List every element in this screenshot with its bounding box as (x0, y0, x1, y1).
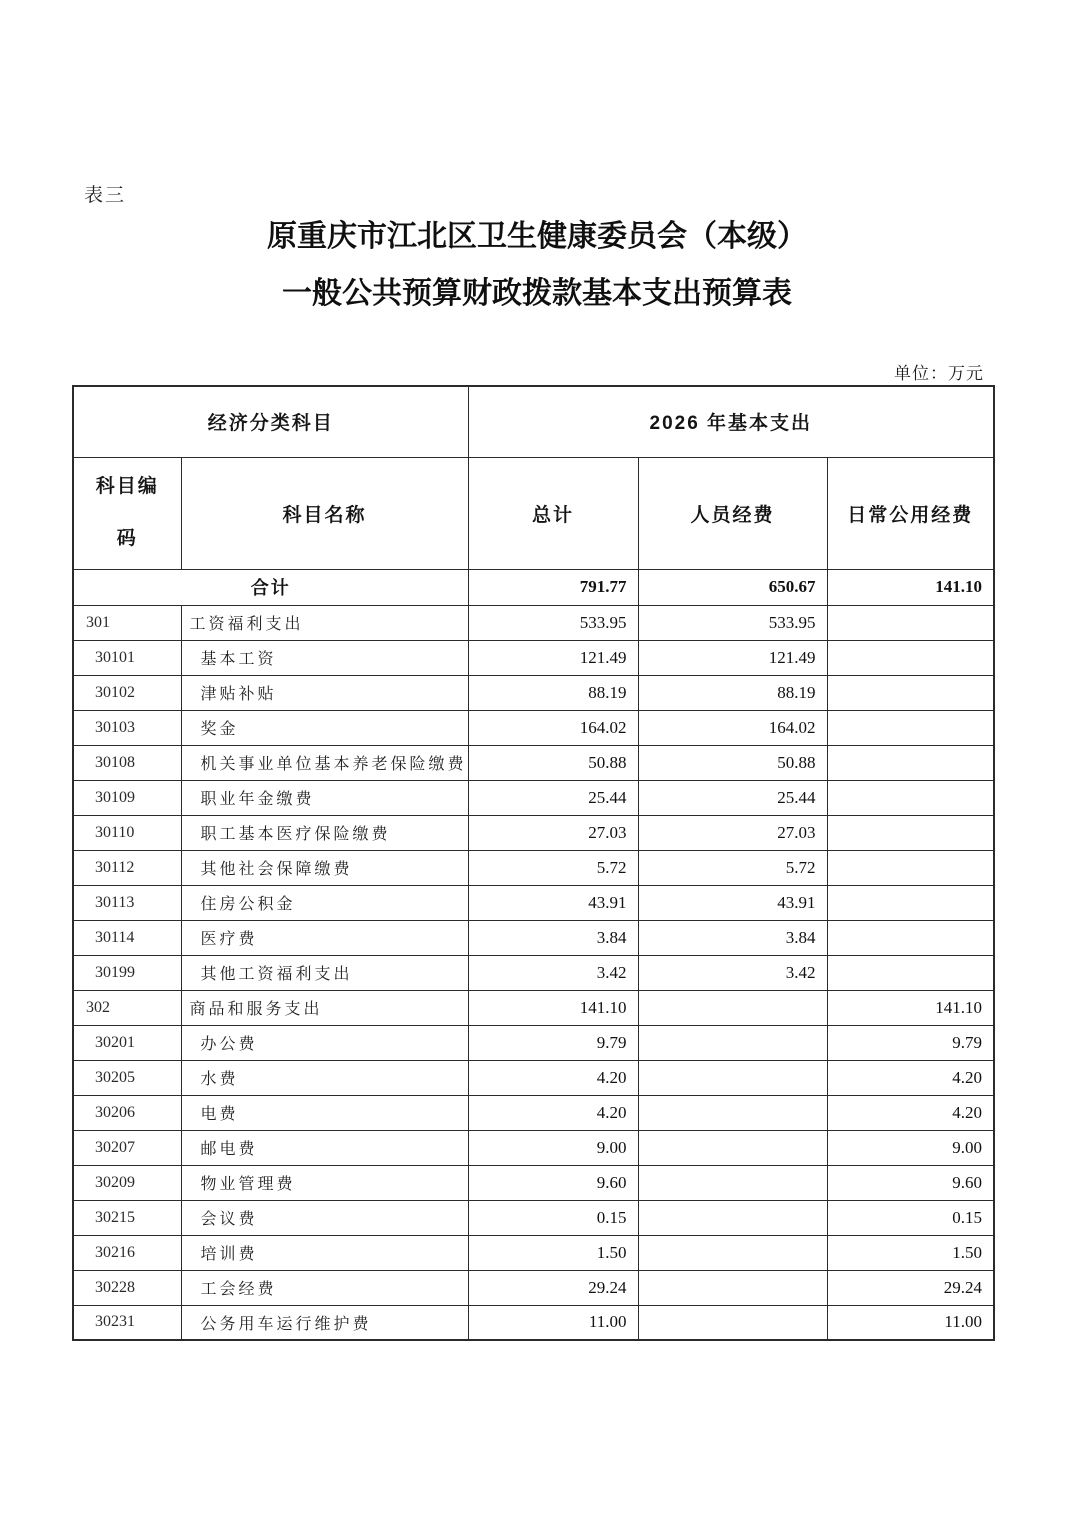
code-cell: 30205 (73, 1060, 181, 1095)
personnel-cell: 5.72 (638, 850, 827, 885)
table-row (73, 1025, 994, 1060)
personnel-cell (638, 1130, 827, 1165)
table-row (73, 920, 994, 955)
name-cell: 物业管理费 (181, 1165, 468, 1200)
total-cell: 1.50 (468, 1235, 638, 1270)
daily-cell (827, 815, 994, 850)
name-cell: 其他工资福利支出 (181, 955, 468, 990)
table-row (73, 1305, 994, 1340)
code-cell: 30201 (73, 1025, 181, 1060)
personnel-cell (638, 1095, 827, 1130)
code-cell: 30113 (73, 885, 181, 920)
table-header (73, 386, 994, 569)
code-cell: 30231 (73, 1305, 181, 1340)
daily-cell: 9.00 (827, 1130, 994, 1165)
page-title-line2: 一般公共预算财政拨款基本支出预算表 (282, 277, 792, 310)
total-cell: 11.00 (468, 1305, 638, 1340)
code-cell: 30228 (73, 1270, 181, 1305)
total-cell: 4.20 (468, 1060, 638, 1095)
table-row (73, 710, 994, 745)
name-cell: 奖金 (181, 710, 468, 745)
table-row (73, 850, 994, 885)
budget-table (72, 385, 995, 1341)
total-cell: 27.03 (468, 815, 638, 850)
total-cell: 9.79 (468, 1025, 638, 1060)
name-cell: 邮电费 (181, 1130, 468, 1165)
total-cell: 121.49 (468, 640, 638, 675)
personnel-cell (638, 1025, 827, 1060)
code-cell: 30206 (73, 1095, 181, 1130)
header-economic-classification: 经济分类科目 (73, 386, 468, 457)
total-row (73, 569, 994, 605)
personnel-cell: 43.91 (638, 885, 827, 920)
code-cell: 30209 (73, 1165, 181, 1200)
table-row (73, 1270, 994, 1305)
daily-cell (827, 710, 994, 745)
header-daily-public-funds: 日常公用经费 (827, 457, 994, 569)
total-personnel-cell: 650.67 (638, 569, 827, 605)
name-cell: 公务用车运行维护费 (181, 1305, 468, 1340)
name-cell: 职业年金缴费 (181, 780, 468, 815)
daily-cell: 9.79 (827, 1025, 994, 1060)
code-cell: 30112 (73, 850, 181, 885)
total-cell: 29.24 (468, 1270, 638, 1305)
personnel-cell: 3.42 (638, 955, 827, 990)
header-subject-code-line2: 码 (116, 528, 138, 549)
personnel-cell (638, 1060, 827, 1095)
header-personnel-funds: 人员经费 (638, 457, 827, 569)
total-cell: 9.60 (468, 1165, 638, 1200)
daily-cell (827, 920, 994, 955)
code-cell: 30108 (73, 745, 181, 780)
code-cell: 30109 (73, 780, 181, 815)
personnel-cell: 25.44 (638, 780, 827, 815)
code-cell: 30102 (73, 675, 181, 710)
daily-cell: 9.60 (827, 1165, 994, 1200)
name-cell: 住房公积金 (181, 885, 468, 920)
daily-cell (827, 745, 994, 780)
name-cell: 工会经费 (181, 1270, 468, 1305)
code-cell: 30216 (73, 1235, 181, 1270)
personnel-cell (638, 1235, 827, 1270)
table-row (73, 605, 994, 640)
header-columns-row (73, 457, 994, 569)
daily-cell: 0.15 (827, 1200, 994, 1235)
total-cell: 9.00 (468, 1130, 638, 1165)
name-cell: 工资福利支出 (181, 605, 468, 640)
total-cell: 0.15 (468, 1200, 638, 1235)
total-cell: 43.91 (468, 885, 638, 920)
table-row (73, 990, 994, 1025)
table-row (73, 1130, 994, 1165)
daily-cell: 1.50 (827, 1235, 994, 1270)
daily-cell (827, 605, 994, 640)
total-cell: 4.20 (468, 1095, 638, 1130)
total-cell: 88.19 (468, 675, 638, 710)
header-2026-basic-expenditure: 2026 年基本支出 (468, 386, 994, 457)
name-cell: 水费 (181, 1060, 468, 1095)
table-body (73, 569, 994, 1340)
code-cell: 30103 (73, 710, 181, 745)
total-daily-cell: 141.10 (827, 569, 994, 605)
name-cell: 商品和服务支出 (181, 990, 468, 1025)
personnel-cell: 88.19 (638, 675, 827, 710)
daily-cell: 4.20 (827, 1095, 994, 1130)
name-cell: 基本工资 (181, 640, 468, 675)
total-cell: 3.84 (468, 920, 638, 955)
personnel-cell: 533.95 (638, 605, 827, 640)
code-cell: 30101 (73, 640, 181, 675)
personnel-cell (638, 1305, 827, 1340)
personnel-cell (638, 1165, 827, 1200)
personnel-cell (638, 1270, 827, 1305)
personnel-cell: 121.49 (638, 640, 827, 675)
daily-cell (827, 955, 994, 990)
name-cell: 职工基本医疗保险缴费 (181, 815, 468, 850)
header-subject-name: 科目名称 (181, 457, 468, 569)
header-total: 总计 (468, 457, 638, 569)
table-row (73, 885, 994, 920)
table-row (73, 1200, 994, 1235)
name-cell: 津贴补贴 (181, 675, 468, 710)
total-cell: 3.42 (468, 955, 638, 990)
table-row (73, 745, 994, 780)
daily-cell: 29.24 (827, 1270, 994, 1305)
daily-cell (827, 780, 994, 815)
code-cell: 30207 (73, 1130, 181, 1165)
name-cell: 培训费 (181, 1235, 468, 1270)
unit-note: 单位：万元 (894, 364, 984, 383)
total-cell: 164.02 (468, 710, 638, 745)
code-cell: 30110 (73, 815, 181, 850)
name-cell: 办公费 (181, 1025, 468, 1060)
code-cell: 30114 (73, 920, 181, 955)
table-row (73, 815, 994, 850)
total-cell: 5.72 (468, 850, 638, 885)
code-cell: 30199 (73, 955, 181, 990)
name-cell: 电费 (181, 1095, 468, 1130)
table-row (73, 1165, 994, 1200)
code-cell: 30215 (73, 1200, 181, 1235)
total-cell: 50.88 (468, 745, 638, 780)
table-row (73, 1060, 994, 1095)
code-cell: 301 (73, 605, 181, 640)
name-cell: 会议费 (181, 1200, 468, 1235)
total-label-cell: 合计 (73, 569, 468, 605)
table-number-label: 表三 (84, 185, 127, 206)
table-row (73, 1235, 994, 1270)
name-cell: 其他社会保障缴费 (181, 850, 468, 885)
daily-cell (827, 850, 994, 885)
total-cell: 533.95 (468, 605, 638, 640)
personnel-cell: 50.88 (638, 745, 827, 780)
table-row (73, 1095, 994, 1130)
name-cell: 机关事业单位基本养老保险缴费 (181, 745, 468, 780)
daily-cell (827, 885, 994, 920)
table-row (73, 955, 994, 990)
personnel-cell: 3.84 (638, 920, 827, 955)
page-title-line1: 原重庆市江北区卫生健康委员会（本级） (267, 220, 807, 253)
total-cell: 141.10 (468, 990, 638, 1025)
name-cell: 医疗费 (181, 920, 468, 955)
table-row (73, 640, 994, 675)
daily-cell: 11.00 (827, 1305, 994, 1340)
table-row (73, 675, 994, 710)
header-group-row (73, 386, 994, 457)
code-cell: 302 (73, 990, 181, 1025)
personnel-cell: 164.02 (638, 710, 827, 745)
daily-cell (827, 675, 994, 710)
personnel-cell: 27.03 (638, 815, 827, 850)
personnel-cell (638, 990, 827, 1025)
total-total-cell: 791.77 (468, 569, 638, 605)
header-subject-code (73, 457, 181, 569)
personnel-cell (638, 1200, 827, 1235)
daily-cell: 4.20 (827, 1060, 994, 1095)
daily-cell: 141.10 (827, 990, 994, 1025)
table-row (73, 780, 994, 815)
total-cell: 25.44 (468, 780, 638, 815)
header-subject-code-line1: 科目编 (95, 476, 159, 497)
daily-cell (827, 640, 994, 675)
